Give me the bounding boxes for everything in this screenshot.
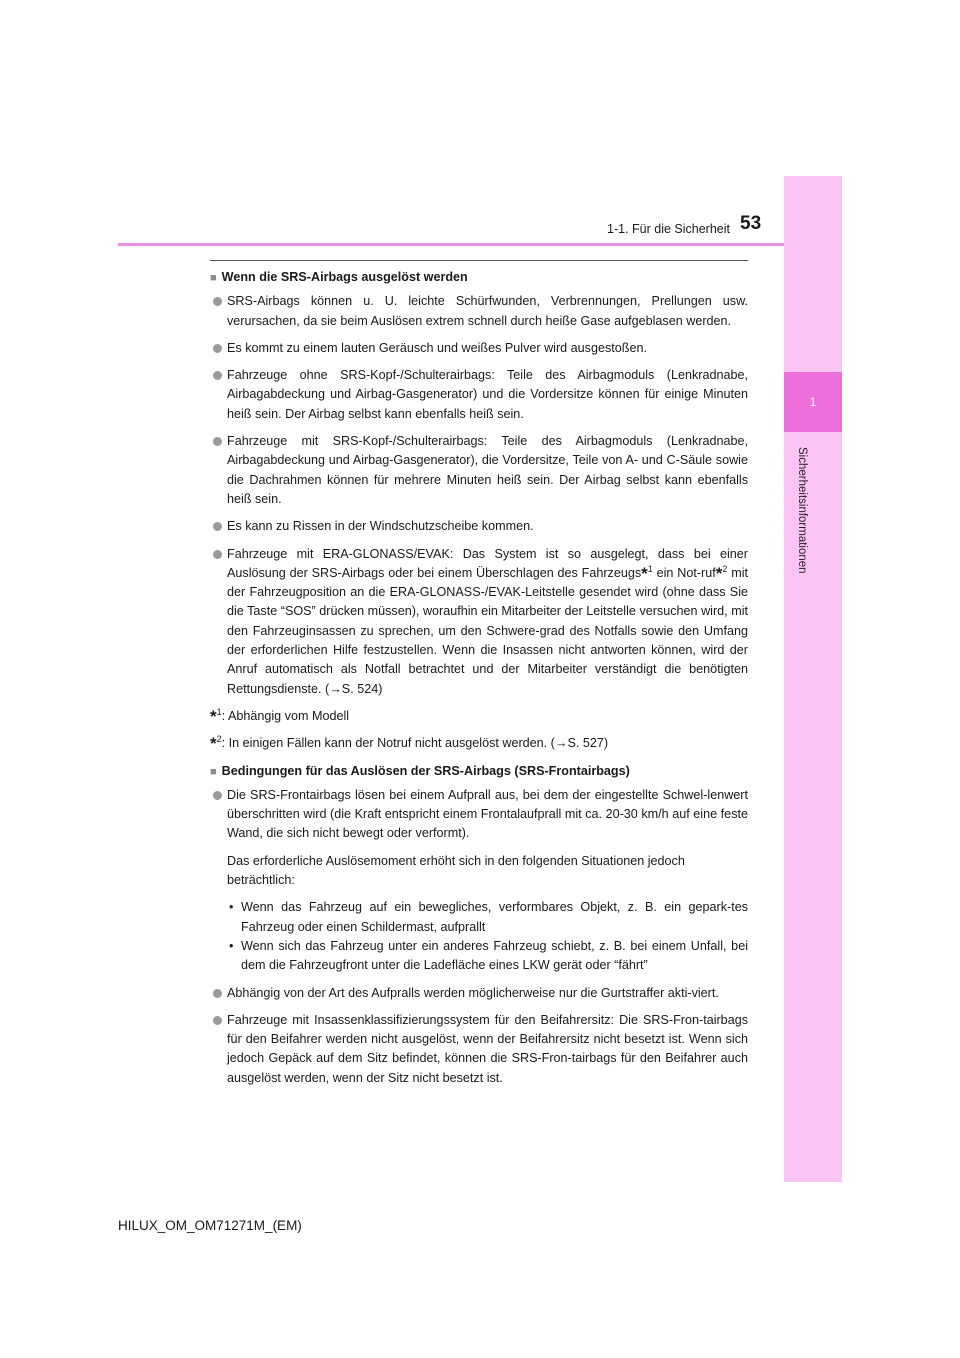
sub-list-item: • Wenn das Fahrzeug auf ein bewegliches, verformbares Objekt, z. B. ein gepark-tes Fahrzeug oder einen Schildermast, aufprallt [229,900,748,934]
list-item: SRS-Airbags können u. U. leichte Schürfwunden, Verbrennungen, Prellungen usw. verursachen, da sie beim Auslösen extrem schnell durch heiße Gase aufgeblasen werden. [210,292,748,331]
circle-bullet-icon [213,550,222,559]
note-text: Das erforderliche Auslösemoment erhöht sich in den folgenden Situationen jedoch beträchtlich: [227,853,685,888]
header-line [118,243,784,246]
circle-bullet-icon [213,791,222,800]
page-number: 53 [740,213,762,234]
list-item: Es kommt zu einem lauten Geräusch und weißes Pulver wird ausgestoßen. [210,339,748,358]
circle-bullet-icon [213,344,222,353]
circle-bullet-icon [213,437,222,446]
asterisk-icon: * [210,734,217,754]
list-item: Es kann zu Rissen in der Windschutzscheibe kommen. [210,517,748,536]
footnote: *$^2$: In einigen Fällen kann der Notruf nicht ausgelöst werden. (→S. 527) [210,734,609,754]
content [210,268,748,1096]
list-item: Fahrzeuge mit Insassenklassifizierungssystem für den Beifahrersitz: Die SRS-Fron-tairbags für den Beifahrer werden nicht ausgelöst, wenn der Beifahrersitz nicht besetzt ist. Wenn sich jedoch Gepäck auf dem Sitz befindet, können die SRS-Fron-tairbags für den Beifahrer auch ausgelöst werden, wenn der Sitz nicht besetzt ist. [210,1011,748,1088]
circle-bullet-icon [213,989,222,998]
list-item: Fahrzeuge mit SRS-Kopf-/Schulterairbags: Teile des Airbagmoduls (Lenkradnabe, Airbagabdeckung und Airbag-Gasgenerator), die Vordersitze, Teile von A- und C-Säule sowie die Dachrahmen können für mehrere Minuten heiß sein. Der Airbag selbst kann ebenfalls heiß sein. [210,432,748,509]
content-rule [210,260,748,261]
asterisk-icon: * [715,563,723,583]
sub-list-item: • Wenn sich das Fahrzeug unter ein anderes Fahrzeug schiebt, z. B. bei einem Unfall, bei dem die Fahrzeugfront unter die Ladefläche eines LKW gerät oder “fährt” [229,938,748,973]
chapter-label: Sicherheitsinformationen [796,446,808,574]
document-code: HILUX_OM_OM71271M_(EM) [118,1218,302,1233]
circle-bullet-icon [213,1016,222,1025]
side-tab [784,176,842,1182]
asterisk-icon: * [210,706,217,726]
square-bullet-icon: ■ [210,765,217,778]
chapter-tab: 1 [784,372,842,432]
list-item-era-glonass: Fahrzeuge mit ERA-GLONASS/EVAK: Das System ist so ausgelegt, dass bei einer Auslösung der SRS-Airbags oder bei einem Überschlagen des Fahrzeugs*$^1$ ein Not-ruf*$^2$ mit der Fahrzeugposition an die ERA-GLONASS-/EVAK-Leitstelle gesendet wird (ohne dass Sie die Taste “SOS” drücken müssen), woraufhin ein Mitarbeiter der Leitstelle versuchen wird, mit den Fahrzeuginsassen zu sprechen, um den Schwere-grad des Notfalls sowie den Umfang der erforderlichen Hilfe festzustellen. Wenn die Insassen nicht antworten können, wird der Anruf automatisch als Notfall betrachtet und der Mitarbeiter verständigt die benötigten Rettungsdienste. (→S. 524) [210,545,748,699]
circle-bullet-icon [213,297,222,306]
dot-bullet-icon: • [229,938,234,953]
circle-bullet-icon [213,522,222,531]
footnote: *$^1$: Abhängig vom Modell [210,706,350,726]
asterisk-icon: * [641,563,648,583]
sub-list [227,898,748,975]
square-bullet-icon: ■ [210,272,217,284]
dot-bullet-icon: • [229,900,234,915]
list-item: Fahrzeuge ohne SRS-Kopf-/Schulterairbags: Teile des Airbagmoduls (Lenkradnabe, Airbagabdeckung und Airbag-Gasgenerator) und die Vordersitze können für einige Minuten heiß sein. Der Airbag selbst kann ebenfalls heiß sein. [210,366,748,424]
section-title: 1-1. Für die Sicherheit [607,222,730,236]
list-item: Abhängig von der Art des Aufpralls werden möglicherweise nur die Gurtstraffer akti-viert. [210,984,748,1003]
section-heading: ■ Bedingungen für das Auslösen der SRS-Airbags (SRS-Frontairbags) [210,763,630,778]
section-heading: ■ Wenn die SRS-Airbags ausgelöst werden [210,270,468,284]
list-item: Die SRS-Frontairbags lösen bei einem Aufprall aus, bei dem der eingestellte Schwel-lenwert überschritten wird (die Kraft entspricht einem Frontalaufprall mit ca. 20-30 km/h auf eine feste Wand, die sich nicht bewegt oder verformt). [210,786,748,844]
circle-bullet-icon [213,371,222,380]
